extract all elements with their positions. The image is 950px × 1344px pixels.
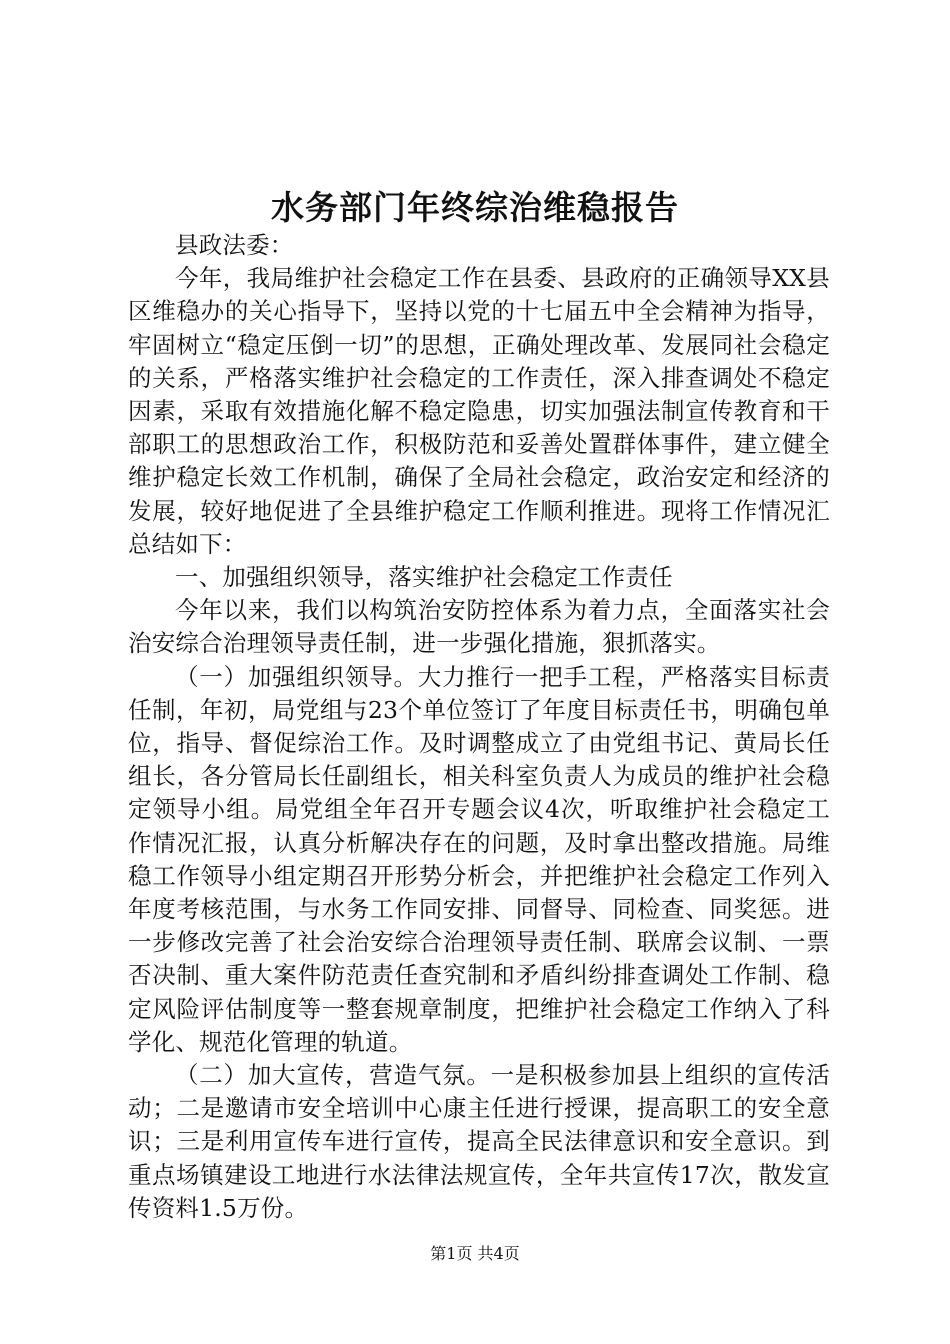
intro-paragraph: 今年，我局维护社会稳定工作在县委、县政府的正确领导XX县区维稳办的关心指导下，坚持以党的十七届五中全会精神为指导，牢固树立“稳定压倒一切”的思想，正确处理改革、发展同社会稳定的关系，严格落实维护社会稳定的工作责任，深入排查调处不稳定因素，采取有效措施化解不稳定隐患，切实加强法制宣传教育和干部职工的思想政治工作，积极防范和妥善处置群体事件，建立健全维护稳定长效工作机制，确保了全局社会稳定，政治安定和经济的发展，较好地促进了全县维护稳定工作顺利推进。现将工作情况汇总结如下： <box>128 264 830 558</box>
section-heading: 一、加强组织领导，落实维护社会稳定工作责任 <box>175 563 673 592</box>
document-title: 水务部门年终综治维稳报告 <box>271 188 679 227</box>
salutation-paragraph: 县政法委： <box>175 231 294 259</box>
subsection-1-paragraph: （一）加强组织领导。大力推行一把手工程，严格落实目标责任制，年初，局党组与23个单位签订了年度目标责任书，明确包单位，指导、督促综治工作。及时调整成立了由党组书记、黄局长任组长，各分管局长任副组长，相关科室负责人为成员的维护社会稳定领导小组。局党组全年召开专题会议4次，听取维护社会稳定工作情况汇报，认真分析解决存在的问题，及时拿出整改措施。局维稳工作领导小组定期召开形势分析会，并把维护社会稳定工作列入年度考核范围，与水务工作同安排、同督导、同检查、同奖惩。进一步修改完善了社会治安综合治理领导责任制、联席会议制、一票否决制、重大案件防范责任查究制和矛盾纠纷排查调处工作制、稳定风险评估制度等一整套规章制度，把维护社会稳定工作纳入了科学化、规范化管理的轨道。 <box>128 662 830 1056</box>
document-body <box>128 229 830 1225</box>
subsection-2-paragraph: （二）加大宣传，营造气氛。一是积极参加县上组织的宣传活动；二是邀请市安全培训中心康主任进行授课，提高职工的安全意识；三是利用宣传车进行宣传，提高全民法律意识和安全意识。到重点场镇建设工地进行水法律法规宣传，全年共宣传17次，散发宣传资料1.5万份。 <box>128 1061 830 1222</box>
section-intro-paragraph: 今年以来，我们以构筑治安防控体系为着力点，全面落实社会治安综合治理领导责任制，进一步强化措施，狠抓落实。 <box>128 596 830 658</box>
page-footer: 第1页 共4页 <box>430 1244 520 1263</box>
